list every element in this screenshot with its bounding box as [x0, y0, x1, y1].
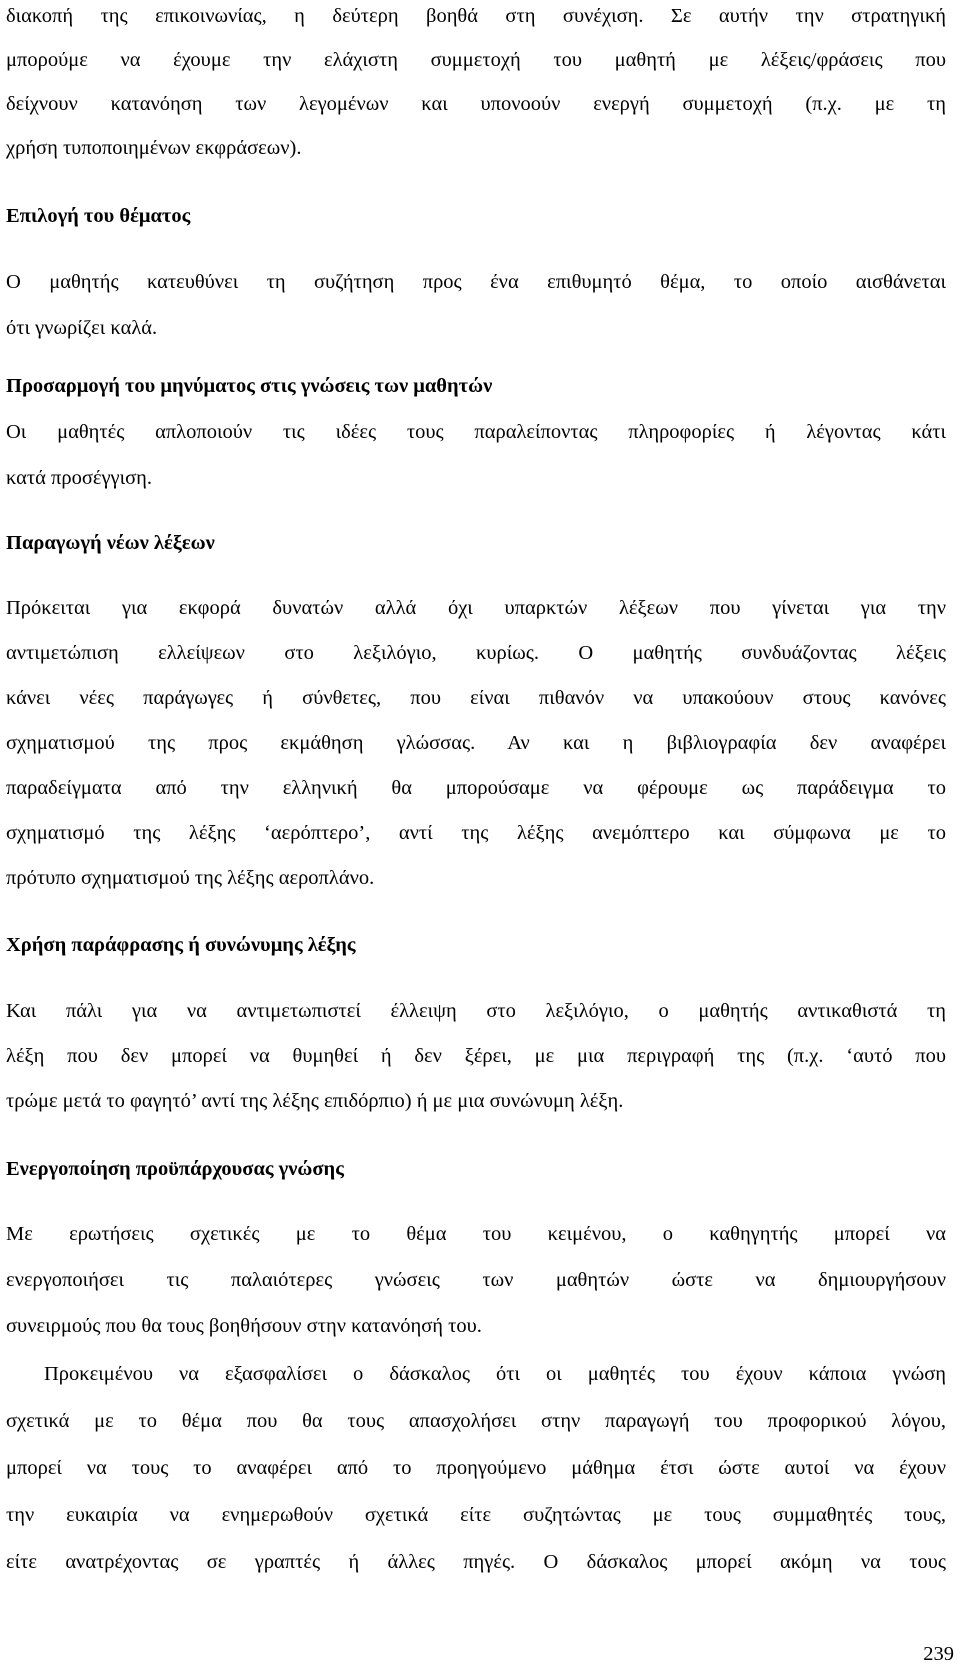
text-line: είτε ανατρέχοντας σε γραπτές ή άλλες πηγές. Ο δάσκαλος μπορεί ακόμη να τους — [6, 1551, 946, 1573]
document-page — [6, 0, 954, 1678]
text-line: Προκειμένου να εξασφαλίσει ο δάσκαλος ότι οι μαθητές του έχουν κάποια γνώση — [44, 1363, 946, 1385]
text-line: τρώμε μετά το φαγητό’ αντί της λέξης επιδόρπιο) ή με μια συνώνυμη λέξη. — [6, 1090, 624, 1112]
page-number: 239 — [923, 1643, 954, 1665]
text-line: κατά προσέγγιση. — [6, 467, 153, 489]
text-line: ενεργοποιήσει τις παλαιότερες γνώσεις των μαθητών ώστε να δημιουργήσουν — [6, 1269, 946, 1291]
text-line: διακοπή της επικοινωνίας, η δεύτερη βοηθά στη συνέχιση. Σε αυτήν την στρατηγική — [6, 5, 946, 27]
text-line: Και πάλι για να αντιμετωπιστεί έλλειψη στο λεξιλόγιο, ο μαθητής αντικαθιστά τη — [6, 1000, 946, 1022]
text-line: δείχνουν κατανόηση των λεγομένων και υπονοούν ενεργή συμμετοχή (π.χ. με τη — [6, 93, 946, 115]
text-line: αντιμετώπιση ελλείψεων στο λεξιλόγιο, κυρίως. Ο μαθητής συνδυάζοντας λέξεις — [6, 642, 946, 664]
text-line: χρήση τυποποιημένων εκφράσεων). — [6, 137, 302, 159]
text-line: κάνει νέες παράγωγες ή σύνθετες, που είναι πιθανόν να υπακούουν στους κανόνες — [6, 687, 946, 709]
section-heading: Ενεργοποίηση προϋπάρχουσας γνώσης — [6, 1158, 344, 1180]
text-line: ότι γνωρίζει καλά. — [6, 317, 158, 339]
text-line: πρότυπο σχηματισμού της λέξης αεροπλάνο. — [6, 867, 375, 889]
section-heading: Παραγωγή νέων λέξεων — [6, 532, 215, 554]
section-heading: Χρήση παράφρασης ή συνώνυμης λέξης — [6, 934, 356, 956]
text-line: παραδείγματα από την ελληνική θα μπορούσαμε να φέρουμε ως παράδειγμα το — [6, 777, 946, 799]
section-heading: Προσαρμογή του μηνύματος στις γνώσεις των μαθητών — [6, 375, 493, 397]
text-line: μπορεί να τους το αναφέρει από το προηγούμενο μάθημα έτσι ώστε αυτοί να έχουν — [6, 1457, 946, 1479]
section-heading: Επιλογή του θέματος — [6, 205, 191, 227]
text-line: Οι μαθητές απλοποιούν τις ιδέες τους παραλείποντας πληροφορίες ή λέγοντας κάτι — [6, 421, 946, 443]
text-line: σχετικά με το θέμα που θα τους απασχολήσει στην παραγωγή του προφορικού λόγου, — [6, 1410, 946, 1432]
text-line: την ευκαιρία να ενημερωθούν σχετικά είτε συζητώντας με τους συμμαθητές τους, — [6, 1504, 946, 1526]
text-line: μπορούμε να έχουμε την ελάχιστη συμμετοχή του μαθητή με λέξεις/φράσεις που — [6, 49, 946, 71]
text-line: συνειρμούς που θα τους βοηθήσουν στην κατανόησή του. — [6, 1315, 482, 1337]
text-line: Πρόκειται για εκφορά δυνατών αλλά όχι υπαρκτών λέξεων που γίνεται για την — [6, 597, 946, 619]
text-line: σχηματισμού της προς εκμάθηση γλώσσας. Αν και η βιβλιογραφία δεν αναφέρει — [6, 732, 946, 754]
text-line: Ο μαθητής κατευθύνει τη συζήτηση προς ένα επιθυμητό θέμα, το οποίο αισθάνεται — [6, 271, 946, 293]
text-line: σχηματισμό της λέξης ‘αερόπτερο’, αντί της λέξης ανεμόπτερο και σύμφωνα με το — [6, 822, 946, 844]
text-line: Με ερωτήσεις σχετικές με το θέμα του κειμένου, ο καθηγητής μπορεί να — [6, 1223, 946, 1245]
text-line: λέξη που δεν μπορεί να θυμηθεί ή δεν ξέρει, με μια περιγραφή της (π.χ. ‘αυτό που — [6, 1045, 946, 1067]
